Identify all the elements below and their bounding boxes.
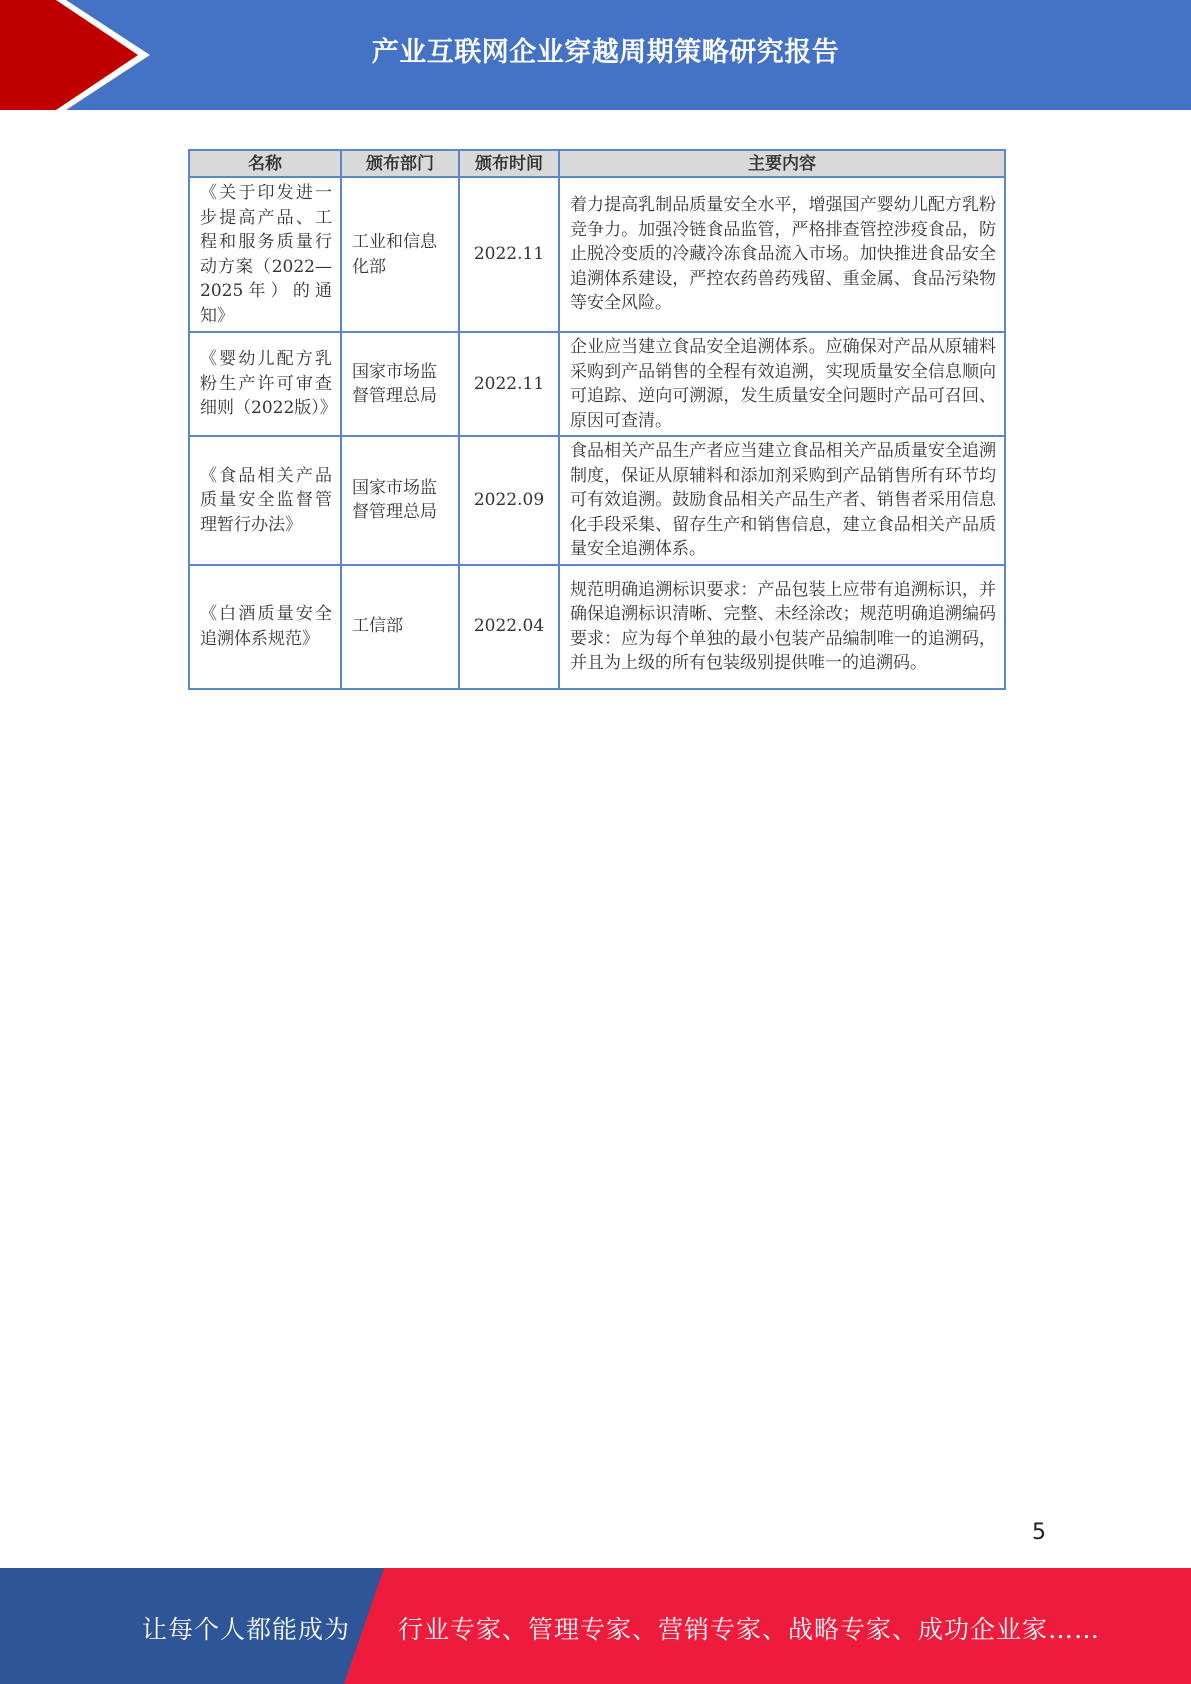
policy-name: 《关于印发进一步提高产品、工程和服务质量行动方案（2022—2025年）的通知》 — [189, 177, 341, 332]
policy-name: 《婴幼儿配方乳粉生产许可审查细则（2022版）》 — [189, 332, 341, 436]
policy-content: 企业应当建立食品安全追溯体系。应确保对产品从原辅料采购到产品销售的全程有效追溯，实现质量安全信息顺向可追踪、逆向可溯源，发生质量安全问题时产品可召回、原因可查清。 — [559, 332, 1005, 436]
policy-department: 工业和信息化部 — [341, 177, 459, 332]
policy-date: 2022.09 — [459, 436, 559, 565]
page-footer — [0, 1568, 1191, 1684]
footer-slogan-left: 让每个人都能成为 — [142, 1615, 351, 1644]
column-header-date: 颁布时间 — [459, 150, 559, 177]
policy-date: 2022.11 — [459, 332, 559, 436]
page-number: 5 — [1032, 1520, 1046, 1545]
policy-date: 2022.11 — [459, 177, 559, 332]
policy-content: 着力提高乳制品质量安全水平，增强国产婴幼儿配方乳粉竞争力。加强冷链食品监管，严格排查管控涉疫食品，防止脱冷变质的冷藏冷冻食品流入市场。加快推进食品安全追溯体系建设，严控农药兽药残留、重金属、食品污染物等安全风险。 — [559, 177, 1005, 332]
table-row — [189, 177, 1005, 332]
policy-department: 国家市场监督管理总局 — [341, 436, 459, 565]
policy-department: 工信部 — [341, 565, 459, 689]
table-row — [189, 332, 1005, 436]
footer-slogan-right: 行业专家、管理专家、营销专家、战略专家、成功企业家…… — [398, 1615, 1101, 1644]
policy-name: 《白酒质量安全追溯体系规范》 — [189, 565, 341, 689]
column-header-content: 主要内容 — [559, 150, 1005, 177]
policy-department: 国家市场监督管理总局 — [341, 332, 459, 436]
table-row — [189, 436, 1005, 565]
policy-content: 规范明确追溯标识要求：产品包装上应带有追溯标识，并确保追溯标识清晰、完整、未经涂改；规范明确追溯编码要求：应为每个单独的最小包装产品编制唯一的追溯码，并且为上级的所有包装级别提供唯一的追溯码。 — [559, 565, 1005, 689]
report-title: 产业互联网企业穿越周期策略研究报告 — [371, 37, 840, 68]
column-header-name: 名称 — [189, 150, 341, 177]
table-header-row — [189, 150, 1005, 177]
policy-table — [188, 149, 1006, 690]
column-header-department: 颁布部门 — [341, 150, 459, 177]
table-row — [189, 565, 1005, 689]
policy-name: 《食品相关产品质量安全监督管理暂行办法》 — [189, 436, 341, 565]
page-header — [0, 0, 1191, 110]
policy-date: 2022.04 — [459, 565, 559, 689]
policy-content: 食品相关产品生产者应当建立食品相关产品质量安全追溯制度，保证从原辅料和添加剂采购到产品销售所有环节均可有效追溯。鼓励食品相关产品生产者、销售者采用信息化手段采集、留存生产和销售信息，建立食品相关产品质量安全追溯体系。 — [559, 436, 1005, 565]
